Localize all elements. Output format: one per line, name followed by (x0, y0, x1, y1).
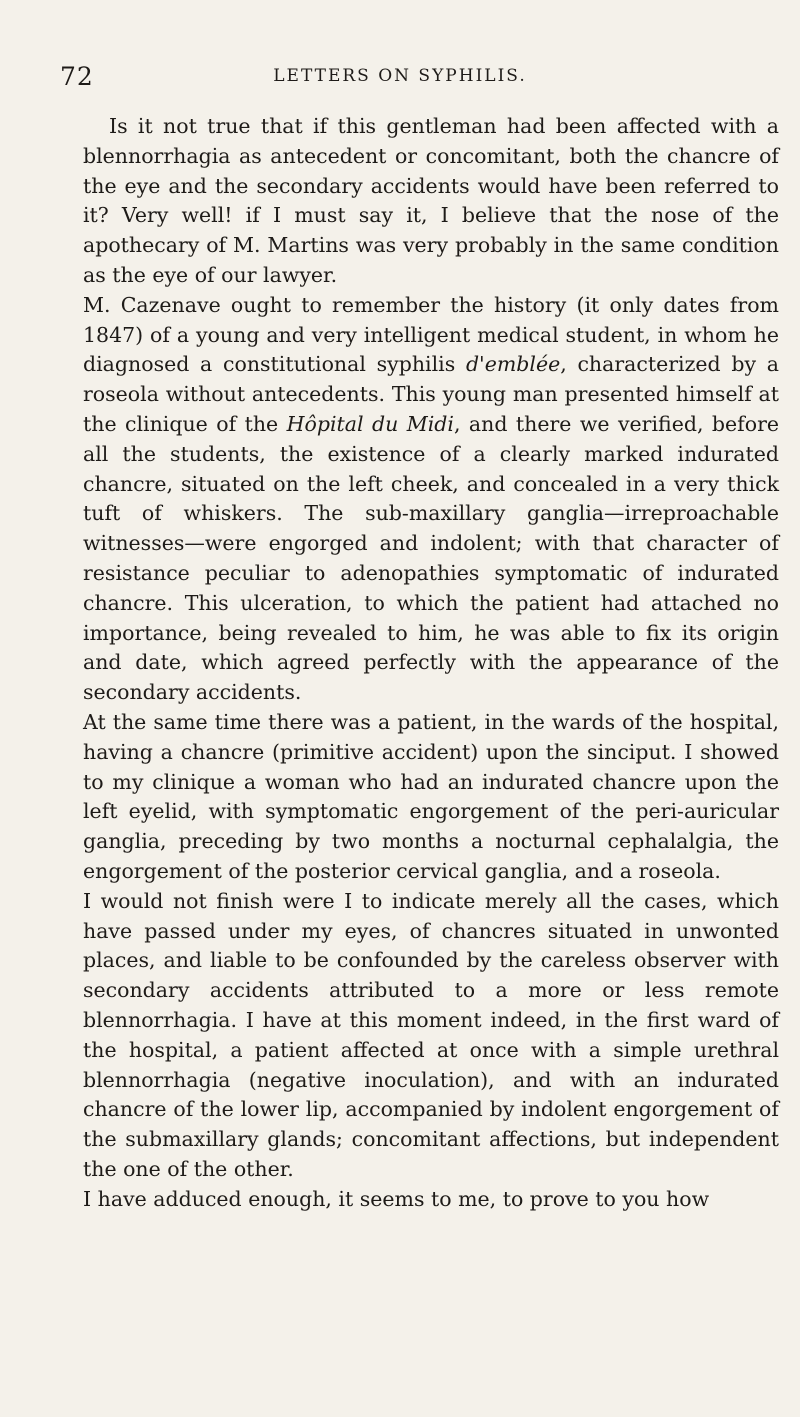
italic-term: d'emblée (465, 352, 561, 377)
paragraph: I have adduced enough, it seems to me, to prove to you how (83, 1186, 710, 1211)
page-number: 72 (60, 62, 94, 91)
paragraph: Is it not true that if this gentleman had been affected with a blennorrhagia as antecedent or concomitant, both the chancre of the eye and the secondary accidents would have been referred to it? Very well! if I must say it, I believe that the nose of the apothecary of M. Martins was very probably in the same condition as the eye of our lawyer. (83, 114, 779, 287)
body-text (83, 112, 779, 1214)
paragraph: I would not finish were I to indicate merely all the cases, which have passed under my eyes, of chancres situated in unwonted places, and liable to be confounded by the careless observer with secondary accidents attributed to a more or less remote blennorrhagia. I have at this moment indeed, in the first ward of the hospital, a patient affected at once with a simple urethral blennorrhagia (negative inoculation), and with an indurated chancre of the lower lip, accompanied by indolent engorgement of the submaxillary glands; concomitant affections, but independent the one of the other. (83, 888, 779, 1181)
text-run: M. Cazenave ought to remember the history (it only dates from 1847) of a young and very intelligent medical student, in whom he diagnosed a constitutional syphilis (83, 292, 779, 377)
italic-term: Hôpital du Midi (286, 411, 454, 436)
page-header (60, 62, 740, 94)
text-run: , and there we verified, before all the students, the existence of a clearly marked indurated chancre, situated on the left cheek, and concealed in a very thick tuft of whiskers. The sub-maxillary ganglia—irreproachable witnesses—were engorged and indolent; with that character of resistance peculiar to adenopathies symptomatic of indurated chancre. This ulceration, to which the patient had attached no importance, being revealed to him, he was able to fix its origin and date, which agreed perfectly with the appearance of the secondary accidents. (83, 411, 780, 705)
paragraph: At the same time there was a patient, in the wards of the hospital, having a chancre (primitive accident) upon the sinciput. I showed to my clinique a woman who had an indurated chancre upon the left eyelid, with symptomatic engorgement of the peri-auricular ganglia, preceding by two months a nocturnal cephalalgia, the engorgement of the posterior cervical ganglia, and a roseola. (83, 709, 779, 883)
text-run: , characterized by a roseola without antecedents. This young man presented himself at the clinique of the (83, 352, 779, 436)
paragraph (83, 291, 779, 708)
running-title: LETTERS ON SYPHILIS. (273, 66, 527, 86)
